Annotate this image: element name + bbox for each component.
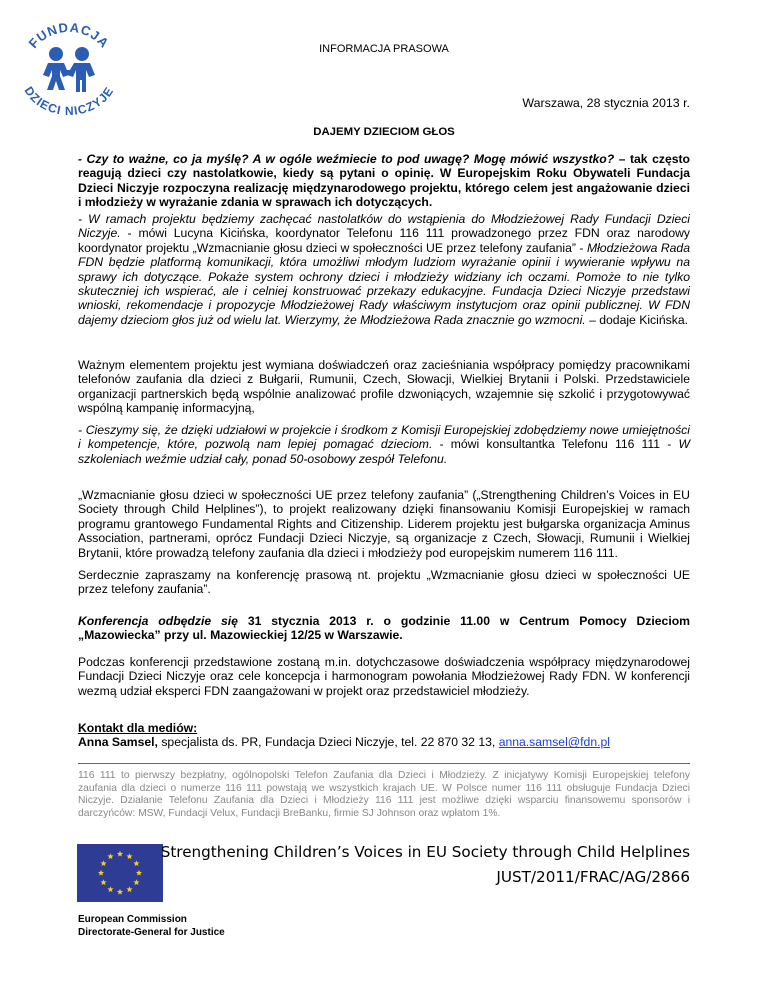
- p3-attribution: - mówi konsultantka Telefonu 116 111 -: [432, 437, 679, 452]
- p2-text: Ważnym elementem projektu jest wymiana doświadczeń oraz zacieśniania współpracy pomiędzy pracownikami telefonów zaufania dla dzieci z Bułgarii, Rumunii, Czech, Słowacji, Wielkiej Brytanii i Polski. Przedstawiciele organizacji partnerskich będą wspólnie analizować profile dzwoniących, wzajemnie się szkolić i przygotowywać wspólną kampanię informacyjną,: [78, 358, 690, 416]
- contact-email-link[interactable]: anna.samsel@fdn.pl: [498, 735, 610, 750]
- p3-quote-1: - Cieszymy się, że dzięki udziałowi w projekcie i środkom z Komisji Europejskiej zdobędziemy nowe umiejętności i kompetencje, które, pozwolą nam lepiej pomagać dzieciom.: [78, 423, 690, 452]
- paragraph-2: [78, 358, 690, 416]
- project-title: Strengthening Children’s Voices in EU Society through Child Helplines: [160, 843, 690, 861]
- commission-name: European Commission: [78, 914, 187, 925]
- paragraph-7: [78, 655, 690, 698]
- p1-end: – dodaje Kicińska.: [585, 312, 688, 327]
- lead-paragraph: [78, 152, 690, 210]
- p1-quote-1: - W ramach projektu będziemy zachęcać nastolatków do wstąpienia do Młodzieżowej Rady Fundacji Dzieci Niczyje.: [78, 212, 690, 241]
- contact-label: Kontakt dla mediów:: [78, 721, 198, 735]
- eu-flag-icon: [77, 844, 163, 902]
- p6-details: 31 stycznia 2013 r. o godzinie 11.00 w Centrum Pomocy Dzieciom „Mazowiecka” przy ul. Mazowieckiej 12/25 w Warszawie.: [78, 614, 690, 643]
- directorate-name: Directorate-General for Justice: [78, 926, 225, 938]
- paragraph-3: [78, 423, 690, 466]
- paragraph-5: [78, 568, 690, 597]
- date-line: Warszawa, 28 stycznia 2013 r.: [522, 96, 690, 110]
- p1-attribution: - mówi Lucyna Kicińska, koordynator Telefonu 116 111 prowadzonego przez FDN oraz narodowy koordynator projektu „Wzmacnianie głosu dzieci w społeczności UE przez telefony zaufania” -: [78, 226, 690, 255]
- fundacja-logo: [8, 18, 130, 118]
- p3-quote-2: W szkoleniach weźmie udział cały, ponad 50-osobowy zespół Telefonu.: [78, 437, 690, 466]
- p7-text: Podczas konferencji przedstawione zostaną m.in. dotychczasowe doświadczenia współpracy międzynarodowej Fundacji Dzieci Niczyje oraz cele koncepcja i harmonogram powołania Młodzieżowej Rady FDN. W konferencji wezmą udział eksperci FDN zaangażowani w projekt oraz przedstawiciel młodzieży.: [78, 655, 690, 698]
- media-contact: [78, 721, 690, 750]
- paragraph-4: [78, 488, 690, 560]
- document-title: DAJEMY DZIECIOM GŁOS: [313, 126, 455, 138]
- p6-italic: Konferencja odbędzie się: [78, 614, 238, 628]
- lead-text: – tak często reagują dzieci czy nastolatkowie, kiedy są pytani o opinię. W Europejskim Roku Obywateli Fundacja Dzieci Niczyje rozpoczyna realizację międzynarodowego projektu, którego celem jest angażowanie dzieci i młodzieży w wyrażanie zdania w sprawach ich dotyczących.: [78, 152, 691, 210]
- logo-text-bottom: DZIECI NICZYJE: [21, 83, 117, 118]
- lead-quote: - Czy to ważne, co ja myślę? A w ogóle weźmiecie to pod uwagę? Mogę mówić wszystko?: [78, 152, 615, 166]
- footer-divider: [78, 763, 690, 764]
- paragraph-6-conference: [78, 614, 690, 643]
- project-code: JUST/2011/FRAC/AG/2866: [496, 868, 690, 886]
- footnote: [78, 770, 690, 820]
- p5-text: Serdecznie zapraszamy na konferencję prasową nt. projektu „Wzmacnianie głosu dzieci w społeczności UE przez telefony zaufania”.: [78, 568, 690, 597]
- footnote-text: 116 111 to pierwszy bezpłatny, ogólnopolski Telefon Zaufania dla Dzieci i Młodzieży. Z inicjatywy Komisji Europejskiej telefony zaufania dla dzieci o numerze 116 111 powstają we wszystkich krajach UE. W Polsce numer 116 111 obsługuje Fundacja Dzieci Niczyje. Działanie Telefonu Zaufania dla Dzieci i Młodzieży 116 111 jest możliwe dzięki wsparciu finansowemu sponsorów i darczyńców: MSW, Fundacji Velux, Fundacji BreBanku, firmie SJ Johnson oraz wpłatom 1%.: [78, 770, 690, 819]
- european-commission-label: [78, 914, 225, 939]
- press-release-label: INFORMACJA PRASOWA: [319, 43, 449, 55]
- paragraph-1: [78, 212, 690, 327]
- logo-text-top: FUNDACJA: [25, 19, 113, 52]
- contact-name: Anna Samsel,: [78, 735, 158, 750]
- p1-quote-2: Młodzieżowa Rada FDN będzie platformą komunikacji, która umożliwi młodym ludziom wyrażanie opinii i wywieranie wpływu na sprawy ich dotyczące. Pokaże system ochrony dzieci i młodzieży widziany ich oczami. Pomoże to nie tylko skuteczniej ich wspierać, ale i celniej konstruować przekazy edukacyjne. Fundacja Dzieci Niczyje przedstawi wnioski, rekomendacje i propozycje Młodzieżowej Rady właściwym instytucjom oraz opinii publicznej. W FDN dajemy dzieciom głos już od wielu lat. Wierzymy, że Młodzieżowa Rada znacznie go wzmocni.: [78, 240, 690, 327]
- p4-text: „Wzmacnianie głosu dzieci w społeczności UE przez telefony zaufania” („Strengthening Children’s Voices in EU Society through Child Helplines”), to projekt realizowany dzięki finansowaniu Komisji Europejskiej w ramach programu grantowego Fundamental Rights and Citizenship. Liderem projektu jest bułgarska organizacja Aminus Association, partnerami, oprócz Fundacji Dzieci Niczyje, są organizacje z Czech, Słowacji, Rumunii i Wielkiej Brytanii, które prowadzą telefony zaufania dla dzieci i młodzieży pod europejskim numerem 116 111.: [78, 488, 690, 560]
- contact-details: specjalista ds. PR, Fundacja Dzieci Niczyje, tel. 22 870 32 13,: [157, 735, 499, 750]
